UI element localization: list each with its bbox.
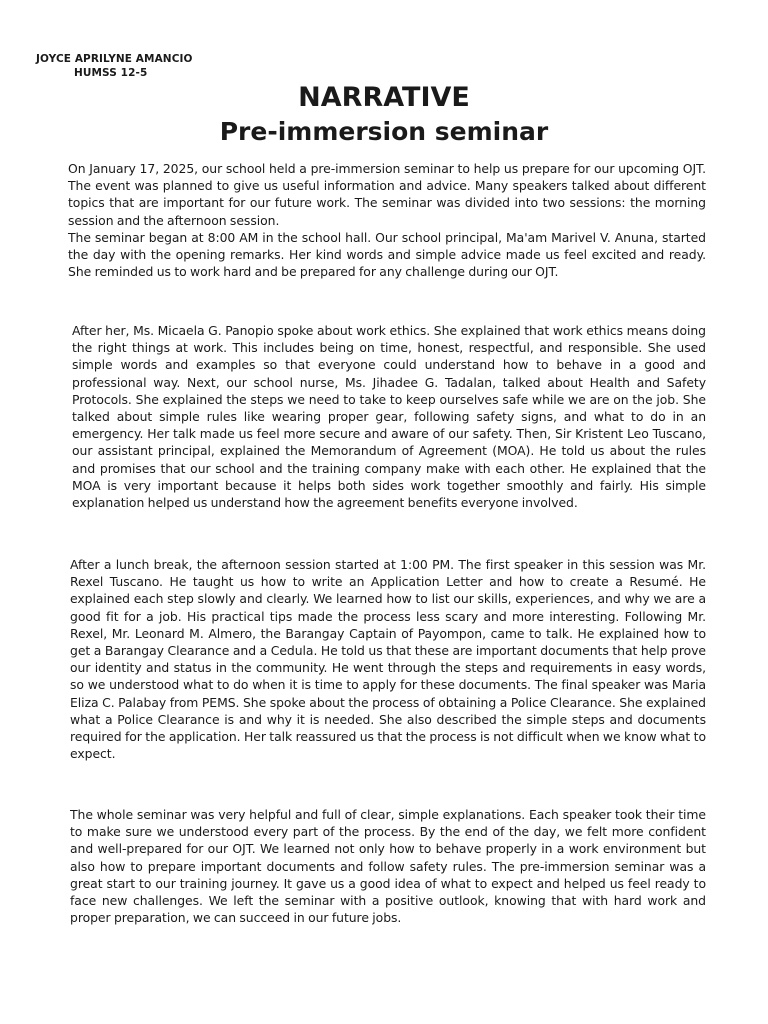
paragraph-afternoon-session: After a lunch break, the afternoon session started at 1:00 PM. The first speaker in this session was Mr. Rexel Tuscano. He taught us how to write an Application Letter and how to create a Resumé. He explained each step slowly and clearly. We learned how to list our skills, experiences, and why we are a good fit for a job. His practical tips made the process less scary and more interesting. Following Mr. Rexel, Mr. Leonard M. Almero, the Barangay Captain of Payompon, came to talk. He explained how to get a Barangay Clearance and a Cedula. He told us that these are important documents that help prove our identity and status in the community. He went through the steps and requirements in easy words, so we understood what to do when it is time to apply for these documents. The final speaker was Maria Eliza C. Palabay from PEMS. She spoke about the process of obtaining a Police Clearance. She explained what a Police Clearance is and why it is needed. She also described the simple steps and documents required for the application. Her talk reassured us that the process is not difficult when we know what to expect.	[70, 557, 706, 762]
student-section: HUMSS 12-5	[74, 67, 148, 79]
paragraph-morning-opening: The seminar began at 8:00 AM in the school hall. Our school principal, Ma'am Marivel V. Anuna, started the day with the opening remarks. Her kind words and simple advice made us feel excited and ready. She reminded us to work hard and be prepared for any challenge during our OJT.	[68, 230, 706, 280]
paragraph-intro: On January 17, 2025, our school held a pre-immersion seminar to help us prepare for our upcoming OJT. The event was planned to give us useful information and advice. Many speakers talked about different topics that are important for our future work. The seminar was divided into two sessions: the morning session and the afternoon session.	[68, 161, 706, 228]
paragraph-morning-speakers: After her, Ms. Micaela G. Panopio spoke about work ethics. She explained that work ethics means doing the right things at work. This includes being on time, honest, respectful, and responsible. She used simple words and examples so that everyone could understand how to behave in a good and professional way. Next, our school nurse, Ms. Jihadee G. Tadalan, talked about Health and Safety Protocols. She explained the steps we need to take to keep ourselves safe while we are on the job. She talked about simple rules like wearing proper gear, following safety signs, and what to do in an emergency. Her talk made us feel more secure and aware of our safety. Then, Sir Kristent Leo Tuscano, our assistant principal, explained the Memorandum of Agreement (MOA). He told us about the rules and promises that our school and the training company make with each other. He explained that the MOA is very important because it helps both sides work together smoothly and fairly. His simple explanation helped us understand how the agreement benefits everyone involved.	[72, 323, 706, 511]
author-name: JOYCE APRILYNE AMANCIO	[36, 53, 193, 65]
author-block	[36, 52, 193, 80]
document-subtitle: Pre-immersion seminar	[219, 117, 549, 146]
paragraph-conclusion: The whole seminar was very helpful and full of clear, simple explanations. Each speaker took their time to make sure we understood every part of the process. By the end of the day, we felt more confident and well-prepared for our OJT. We learned not only how to behave properly in a work environment but also how to prepare important documents and follow safety rules. The pre-immersion seminar was a great start to our training journey. It gave us a good idea of what to expect and helped us feel ready to face new challenges. We left the seminar with a positive outlook, knowing that with hard work and proper preparation, we can succeed in our future jobs.	[70, 807, 706, 926]
document-title: NARRATIVE	[298, 82, 470, 113]
